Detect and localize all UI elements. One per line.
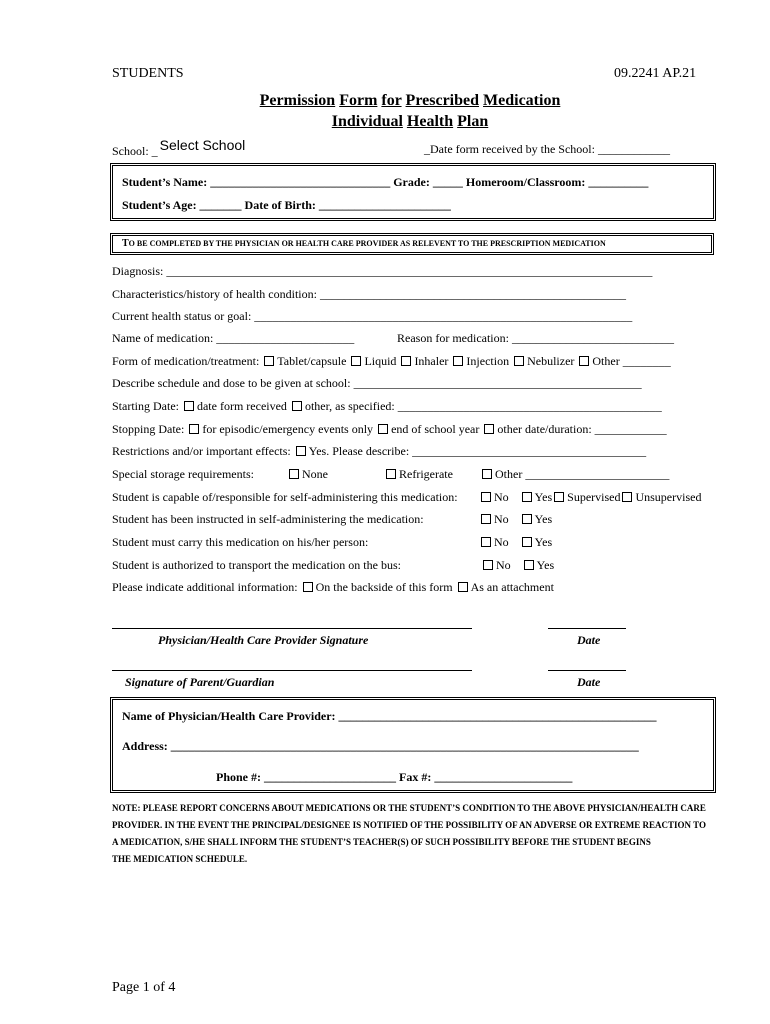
supervised-checkbox[interactable] — [554, 492, 564, 502]
restrictions-label: Restrictions and/or important effects: — [112, 444, 291, 458]
liquid-checkbox[interactable] — [351, 356, 361, 366]
other-specified-checkbox[interactable] — [292, 401, 302, 411]
bus-label: Student is authorized to transport the medication on the bus: — [112, 558, 401, 572]
unsupervised-checkbox[interactable] — [622, 492, 632, 502]
storage-other-checkbox[interactable] — [482, 469, 492, 479]
self-admin-no-checkbox[interactable] — [481, 492, 491, 502]
carry-yes-checkbox[interactable] — [522, 537, 532, 547]
storage-none-label: None — [302, 467, 328, 481]
carry-options — [479, 535, 552, 550]
other-form-checkbox[interactable] — [579, 356, 589, 366]
attachment-label: As an attachment — [470, 580, 554, 594]
backside-checkbox[interactable] — [303, 582, 313, 592]
self-admin-yes-label: Yes — [534, 490, 553, 504]
bus-no-label: No — [496, 558, 511, 572]
student-age-line[interactable]: Student’s Age: _______ Date of Birth: ______________________ — [122, 198, 451, 212]
storage-other — [480, 467, 669, 482]
form-title: Permission Form for Prescribed Medication — [259, 92, 561, 109]
self-admin-options — [479, 490, 701, 505]
physician-signature-line[interactable] — [112, 628, 472, 629]
school-row — [112, 137, 246, 159]
bus-no-checkbox[interactable] — [483, 560, 493, 570]
parent-date-line[interactable] — [548, 670, 626, 671]
medication-name-field[interactable]: Name of medication: _______________________ — [112, 331, 355, 345]
parent-signature-label: Signature of Parent/Guardian — [125, 675, 275, 689]
self-admin-label: Student is capable of/responsible for self-administering this medication: — [112, 490, 458, 504]
end-of-year-checkbox[interactable] — [378, 424, 388, 434]
tablet-label: Tablet/capsule — [277, 354, 347, 368]
diagnosis-field[interactable]: Diagnosis: _________________________________________________________________________________ — [112, 264, 653, 278]
episodic-checkbox[interactable] — [189, 424, 199, 434]
storage-other-field[interactable]: Other ________________________ — [495, 467, 670, 481]
instructed-no-checkbox[interactable] — [481, 514, 491, 524]
restrictions-describe-field[interactable]: Yes. Please describe: _______________________________________ — [308, 444, 647, 458]
carry-yes-label: Yes — [534, 535, 553, 549]
note-line-2: PROVIDER. IN THE EVENT THE PRINCIPAL/DESIGNEE IS NOTIFIED OF THE POSSIBILITY OF AN ADVERSE OR EXTREME REACTION TO — [112, 820, 706, 830]
instructed-yes-label: Yes — [534, 512, 553, 526]
inhaler-label: Inhaler — [414, 354, 449, 368]
attachment-checkbox[interactable] — [458, 582, 468, 592]
starting-date-row — [112, 399, 662, 414]
note-line-3: A MEDICATION, S/HE SHALL INFORM THE STUDENT’S TEACHER(S) OF SUCH POSSIBILITY BEFORE THE STUDENT BEGINS — [112, 837, 651, 847]
liquid-label: Liquid — [364, 354, 397, 368]
carry-no-checkbox[interactable] — [481, 537, 491, 547]
storage-refrigerate-checkbox[interactable] — [386, 469, 396, 479]
date-form-received-checkbox[interactable] — [184, 401, 194, 411]
header-right: 09.2241 AP.21 — [614, 66, 697, 81]
form-of-medication-row — [112, 354, 671, 369]
storage-refrigerate-label: Refrigerate — [399, 467, 453, 481]
end-of-year-label: end of school year — [391, 422, 480, 436]
backside-label: On the backside of this form — [315, 580, 453, 594]
reason-field[interactable]: Reason for medication: ___________________________ — [397, 331, 674, 345]
additional-info-label: Please indicate additional information: — [112, 580, 298, 594]
provider-name-field[interactable]: Name of Physician/Health Care Provider: _____________________________________________________ — [122, 709, 657, 723]
parent-date-label: Date — [577, 675, 601, 689]
injection-checkbox[interactable] — [453, 356, 463, 366]
school-label: School: _ — [112, 144, 158, 158]
other-form-field[interactable]: Other ________ — [592, 354, 671, 368]
injection-label: Injection — [466, 354, 510, 368]
phone-fax-field[interactable]: Phone #: ______________________ Fax #: _______________________ — [216, 770, 573, 784]
restrictions-row — [112, 444, 646, 459]
physician-date-line[interactable] — [548, 628, 626, 629]
banner-text: TO BE COMPLETED BY THE PHYSICIAN OR HEALTH CARE PROVIDER AS RELEVENT TO THE PRESCRIPTION MEDICATION — [122, 238, 606, 249]
starting-date-label: Starting Date: — [112, 399, 179, 413]
header-left: STUDENTS — [112, 66, 184, 81]
date-form-received-label: date form received — [196, 399, 287, 413]
physician-date-label: Date — [577, 633, 601, 647]
date-received-field[interactable]: _Date form received by the School: ____________ — [424, 142, 670, 156]
bus-yes-label: Yes — [536, 558, 555, 572]
storage-none-checkbox[interactable] — [289, 469, 299, 479]
note-text — [112, 800, 712, 868]
episodic-label: for episodic/emergency events only — [202, 422, 374, 436]
storage-none — [287, 467, 328, 482]
other-duration-checkbox[interactable] — [484, 424, 494, 434]
note-line-4: THE MEDICATION SCHEDULE. — [112, 854, 248, 864]
stopping-date-row — [112, 422, 667, 437]
bus-yes-checkbox[interactable] — [524, 560, 534, 570]
storage-label: Special storage requirements: — [112, 467, 254, 481]
schedule-field[interactable]: Describe schedule and dose to be given at school: ________________________________________________ — [112, 376, 642, 390]
form-subtitle: Individual Health Plan — [331, 113, 489, 130]
carry-label: Student must carry this medication on his/her person: — [112, 535, 369, 549]
unsupervised-label: Unsupervised — [635, 490, 702, 504]
restrictions-yes-checkbox[interactable] — [296, 446, 306, 456]
inhaler-checkbox[interactable] — [401, 356, 411, 366]
additional-info-row — [112, 580, 554, 595]
form-of-medication-label: Form of medication/treatment: — [112, 354, 260, 368]
note-line-1: NOTE: PLEASE REPORT CONCERNS ABOUT MEDICATIONS OR THE STUDENT’S CONDITION TO THE ABOVE PHYSICIAN/HEALTH CARE — [112, 803, 706, 813]
health-status-field[interactable]: Current health status or goal: _______________________________________________________________ — [112, 309, 633, 323]
page-number: Page 1 of 4 — [112, 980, 176, 995]
characteristics-field[interactable]: Characteristics/history of health condition: ___________________________________________________ — [112, 287, 626, 301]
physician-signature-label: Physician/Health Care Provider Signature — [158, 633, 369, 647]
carry-no-label: No — [494, 535, 509, 549]
other-duration-field[interactable]: other date/duration: ____________ — [497, 422, 667, 436]
storage-refrigerate — [384, 467, 453, 482]
school-select[interactable]: Select School — [159, 137, 246, 153]
self-admin-no-label: No — [494, 490, 509, 504]
supervised-label: Supervised — [567, 490, 621, 504]
student-name-line[interactable]: Student’s Name: ______________________________ Grade: _____ Homeroom/Classroom: __________ — [122, 175, 649, 189]
instructed-no-label: No — [494, 512, 509, 526]
other-specified-field[interactable]: other, as specified: ____________________________________________ — [304, 399, 662, 413]
self-admin-yes-checkbox[interactable] — [522, 492, 532, 502]
nebulizer-checkbox[interactable] — [514, 356, 524, 366]
bus-options — [481, 558, 554, 573]
instructed-label: Student has been instructed in self-administering the medication: — [112, 512, 424, 526]
nebulizer-label: Nebulizer — [527, 354, 575, 368]
address-field[interactable]: Address: ______________________________________________________________________________ — [122, 739, 639, 753]
instructed-yes-checkbox[interactable] — [522, 514, 532, 524]
tablet-checkbox[interactable] — [264, 356, 274, 366]
stopping-date-label: Stopping Date: — [112, 422, 185, 436]
parent-signature-line[interactable] — [112, 670, 472, 671]
instructed-options — [479, 512, 552, 527]
